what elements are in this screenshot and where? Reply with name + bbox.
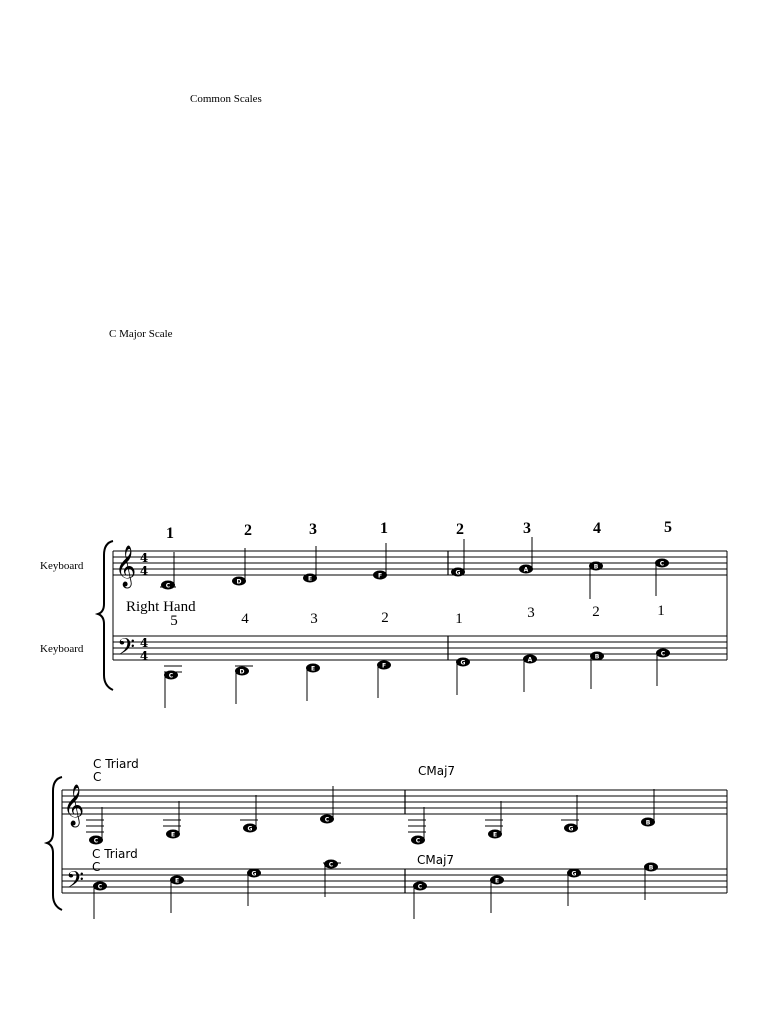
time-signature-bass-bottom: 4	[139, 649, 149, 663]
bass-fingering: 2	[592, 604, 600, 620]
note-head	[524, 655, 537, 692]
note-head	[233, 548, 246, 586]
treble-fingering: 2	[244, 522, 252, 539]
svg-text:G: G	[568, 825, 574, 833]
note-head	[452, 539, 465, 577]
bass-fingering: 3	[527, 605, 535, 621]
svg-text:E: E	[170, 831, 176, 839]
note-head	[657, 649, 670, 686]
system-2-treble-staff	[62, 790, 727, 814]
treble-clef-icon: 𝄞	[63, 785, 85, 826]
svg-text:B: B	[645, 819, 651, 827]
system-2	[47, 757, 727, 919]
svg-text:G: G	[571, 870, 577, 878]
note-head	[171, 876, 184, 913]
svg-text:E: E	[174, 877, 180, 885]
time-signature-treble-bottom: 4	[139, 564, 149, 578]
svg-text:C: C	[324, 816, 330, 824]
note-head	[590, 562, 603, 599]
bass-fingering: 3	[310, 611, 318, 627]
note-head	[307, 664, 320, 701]
svg-text:B: B	[593, 563, 599, 571]
svg-text:G: G	[460, 659, 466, 667]
svg-text:A: A	[527, 656, 533, 664]
bass-fingering: 1	[657, 603, 665, 619]
svg-text:C: C	[168, 672, 174, 680]
note-head	[520, 537, 533, 574]
bass-chord-label: C	[92, 860, 101, 874]
svg-text:C: C	[97, 883, 103, 891]
system-1-brace	[98, 541, 113, 690]
svg-text:C: C	[659, 560, 665, 568]
system-1-treble-notes	[160, 537, 669, 599]
page-title: Common Scales	[190, 93, 262, 105]
bass-fingering: 5	[170, 613, 178, 629]
treble-instrument-label: Keyboard	[40, 560, 84, 572]
treble-fingering: 1	[166, 525, 174, 542]
svg-text:C: C	[328, 861, 334, 869]
hand-label: Right Hand	[126, 599, 196, 615]
treble-chord-label: C	[93, 770, 102, 784]
treble-chord-label: CMaj7	[418, 764, 456, 778]
note-head	[656, 559, 669, 596]
bass-fingering: 4	[241, 611, 249, 627]
svg-text:G: G	[247, 825, 253, 833]
svg-text:E: E	[310, 665, 316, 673]
system-1-bass-staff	[113, 636, 727, 660]
system-2-brace	[47, 777, 62, 910]
bass-fingering: 1	[455, 611, 463, 627]
system-1-treble-staff	[113, 551, 727, 575]
treble-fingering: 2	[456, 521, 464, 538]
note-head	[325, 860, 338, 897]
note-head	[414, 882, 427, 919]
svg-text:B: B	[648, 864, 654, 872]
note-head	[378, 661, 391, 698]
system-2-treble-notes	[86, 786, 655, 845]
svg-text:C: C	[165, 582, 171, 590]
bass-fingering: 2	[381, 610, 389, 626]
note-head	[491, 876, 504, 913]
time-signature-treble-top: 4	[139, 551, 149, 565]
note-head	[94, 882, 107, 919]
bass-instrument-label: Keyboard	[40, 643, 84, 655]
treble-clef-icon: 𝄞	[115, 546, 137, 587]
bass-chord-label: C Triard	[92, 847, 138, 861]
treble-fingering: 3	[309, 521, 317, 538]
treble-chord-label: C Triard	[93, 757, 139, 771]
treble-fingering: 3	[523, 520, 531, 537]
treble-fingering: 5	[664, 519, 672, 536]
scale-title: C Major Scale	[109, 328, 173, 340]
svg-text:E: E	[307, 575, 313, 583]
svg-text:D: D	[236, 578, 242, 586]
svg-text:E: E	[492, 831, 498, 839]
note-head	[374, 543, 387, 580]
svg-text:F: F	[377, 572, 383, 580]
svg-text:D: D	[239, 668, 245, 676]
svg-text:E: E	[494, 877, 500, 885]
system-2-bass-staff	[62, 869, 727, 893]
svg-text:G: G	[455, 569, 461, 577]
time-signature-bass-top: 4	[139, 636, 149, 650]
note-head	[457, 658, 470, 695]
note-head	[162, 552, 175, 590]
system-1-bass-notes	[164, 649, 670, 708]
svg-text:B: B	[594, 653, 600, 661]
svg-text:A: A	[523, 566, 529, 574]
svg-text:C: C	[93, 837, 99, 845]
svg-text:F: F	[381, 662, 387, 670]
bass-clef-icon: 𝄢	[66, 866, 85, 899]
note-head	[236, 667, 249, 704]
note-head	[165, 671, 178, 708]
svg-text:C: C	[417, 883, 423, 891]
note-head	[591, 652, 604, 689]
treble-fingering: 1	[380, 520, 388, 537]
svg-text:C: C	[660, 650, 666, 658]
bass-clef-icon: 𝄢	[117, 633, 136, 666]
system-1	[98, 519, 727, 708]
bass-chord-label: CMaj7	[417, 853, 455, 867]
svg-text:G: G	[251, 870, 257, 878]
svg-text:C: C	[415, 837, 421, 845]
note-head	[321, 786, 334, 824]
treble-fingering: 4	[593, 520, 601, 537]
